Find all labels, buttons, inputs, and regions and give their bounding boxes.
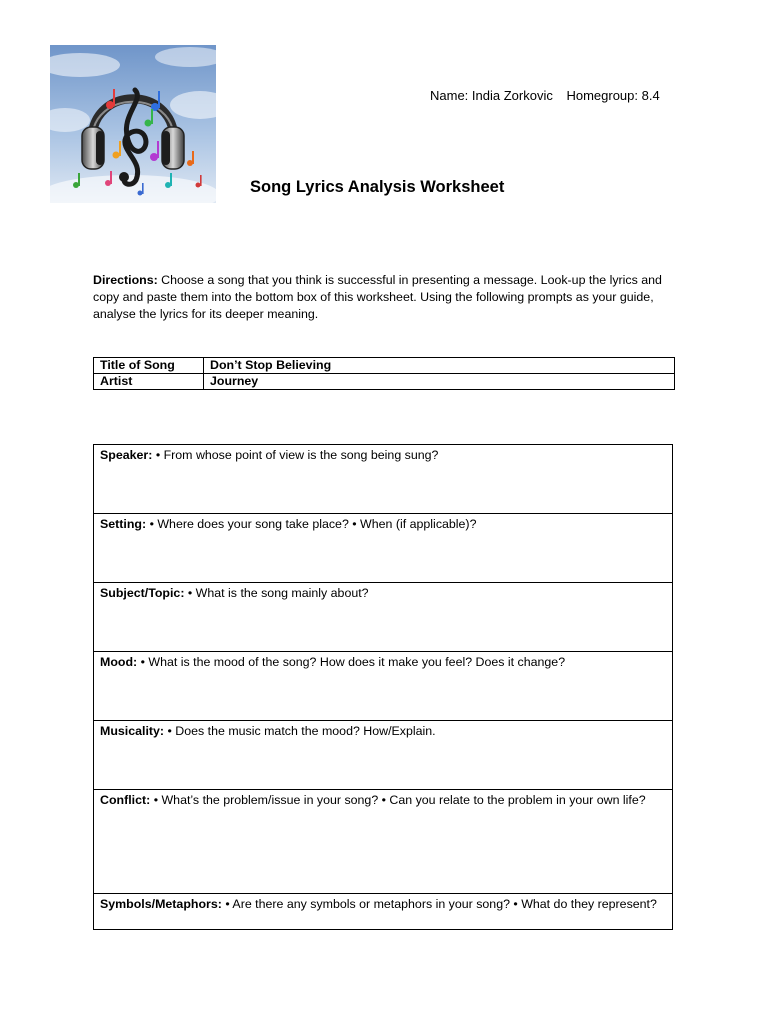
symbols-metaphors-prompt <box>94 894 672 929</box>
artist-label: Artist <box>94 374 204 390</box>
prompt-text: • What’s the problem/issue in your song? • Can you relate to the problem in your own life? <box>153 793 646 807</box>
directions-paragraph <box>93 272 673 323</box>
name-label: Name: <box>430 88 469 103</box>
song-title-row <box>94 358 675 374</box>
prompt-label: Musicality: <box>100 724 165 738</box>
headphones-icon <box>50 45 216 203</box>
worksheet-title: Song Lyrics Analysis Worksheet <box>250 178 505 196</box>
prompt-text: • Are there any symbols or metaphors in your song? • What do they represent? <box>225 897 657 911</box>
prompt-label: Setting: <box>100 517 147 531</box>
artist-value: Journey <box>204 374 675 390</box>
conflict-prompt <box>94 790 672 894</box>
setting-prompt <box>94 514 672 583</box>
homegroup-label: Homegroup: <box>566 88 639 103</box>
prompt-text: • Does the music match the mood? How/Explain. <box>167 724 436 738</box>
song-title-value: Don’t Stop Believing <box>204 358 675 374</box>
prompt-label: Speaker: <box>100 448 153 462</box>
directions-label: Directions: <box>93 273 158 287</box>
speaker-prompt <box>94 445 672 514</box>
musicality-prompt <box>94 721 672 790</box>
name-value: India Zorkovic <box>471 88 553 103</box>
mood-prompt <box>94 652 672 721</box>
song-title-label: Title of Song <box>94 358 204 374</box>
prompt-text: • What is the mood of the song? How does it make you feel? Does it change? <box>140 655 566 669</box>
prompt-text: • Where does your song take place? • When (if applicable)? <box>149 517 477 531</box>
headphones-music-notes-image <box>50 45 216 203</box>
prompt-label: Mood: <box>100 655 138 669</box>
homegroup-value: 8.4 <box>641 88 660 103</box>
prompt-label: Symbols/Metaphors: <box>100 897 222 911</box>
prompt-label: Subject/Topic: <box>100 586 185 600</box>
student-info <box>430 88 660 103</box>
song-info-table <box>93 357 675 390</box>
prompt-label: Conflict: <box>100 793 151 807</box>
directions-text: Choose a song that you think is successful in presenting a message. Look-up the lyrics and copy and paste them into the bottom box of this worksheet. Using the following prompts as your guide, analyse the lyrics for its deeper meaning. <box>93 273 662 321</box>
prompt-text: • From whose point of view is the song being sung? <box>155 448 439 462</box>
analysis-prompts-table <box>93 444 673 930</box>
prompt-text: • What is the song mainly about? <box>187 586 369 600</box>
artist-row <box>94 374 675 390</box>
subject-topic-prompt <box>94 583 672 652</box>
